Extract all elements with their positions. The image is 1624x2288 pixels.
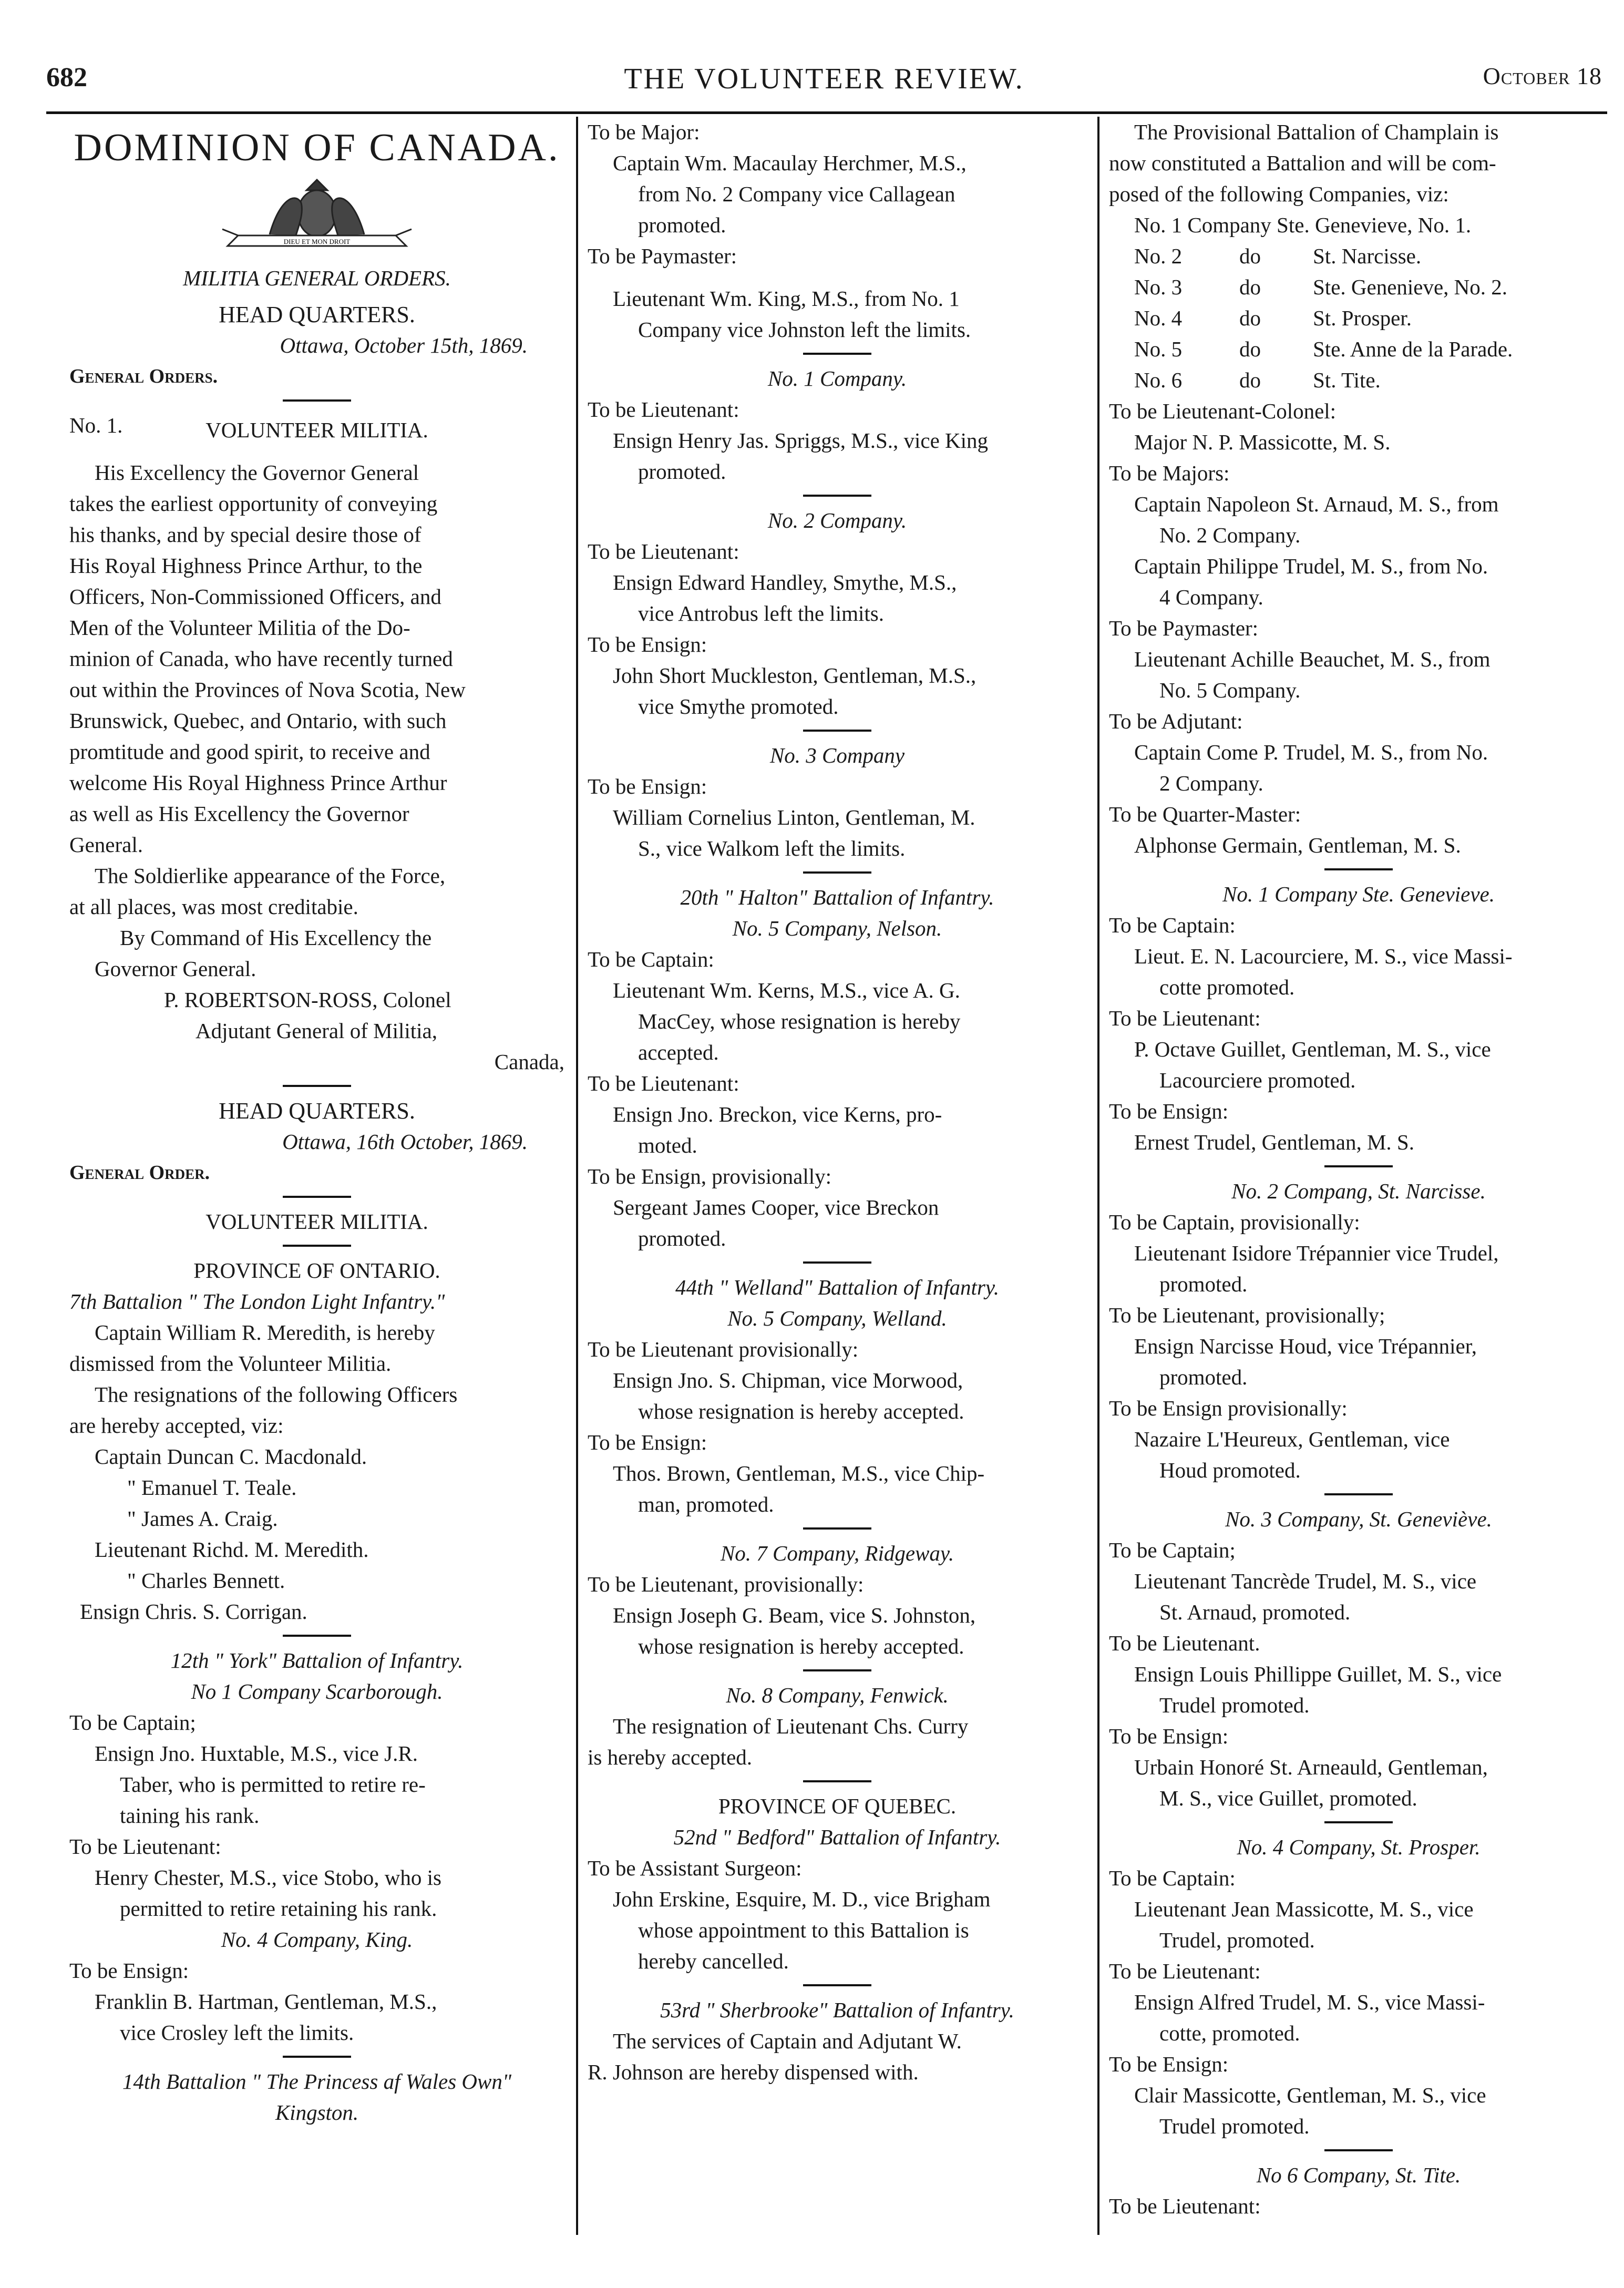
order-date-2: Ottawa, 16th October, 1869. [282, 1130, 528, 1154]
company-1-scarborough: No 1 Company Scarborough. [191, 1679, 443, 1704]
soldierlike-paragraph: The Soldierlike appearance of the Force, at all places, was most creditabie. [69, 864, 446, 919]
to-be-ensign: To be Ensign: [588, 632, 707, 656]
to-be-lieutenant-2: To be Lieutenant: [588, 539, 739, 563]
battalion-52-heading: 52nd " Bedford" Battalion of Infantry. [673, 1825, 1001, 1849]
divider [283, 2056, 351, 2058]
octave-guillet-entry: P. Octave Guillet, Gentleman, M. S., vice Lacourciere promoted. [1134, 1037, 1491, 1092]
list-item: No. 6 do St. Tite. [1134, 368, 1381, 392]
to-be-ensign-provisionally: To be Ensign provisionally: [1109, 1396, 1348, 1420]
battalion-44-heading: 44th " Welland" Battalion of Infantry. [675, 1275, 1000, 1299]
divider [283, 1635, 351, 1637]
to-be-ensign-1: To be Ensign: [1109, 1099, 1229, 1123]
list-item: No. 3 do Ste. Genenieve, No. 2. [1134, 275, 1508, 299]
clair-massicotte-entry: Clair Massicotte, Gentleman, M. S., vice Trudel promoted. [1134, 2083, 1486, 2138]
to-be-lieutenant-colonel: To be Lieutenant-Colonel: [1109, 399, 1337, 423]
spriggs-entry: Ensign Henry Jas. Spriggs, M.S., vice King promoted. [613, 428, 989, 484]
column-rule-2 [1097, 117, 1099, 2235]
to-be-major: To be Major: [588, 120, 700, 144]
to-be-paymaster: To be Paymaster: [588, 244, 737, 268]
militia-general-orders-heading: MILITIA GENERAL ORDERS. [183, 266, 451, 290]
header-rule [46, 111, 1607, 114]
signature-name: P. ROBERTSON-ROSS, Colonel [164, 988, 451, 1012]
divider [1324, 1165, 1393, 1167]
germain-entry: Alphonse Germain, Gentleman, M. S. [1134, 833, 1461, 857]
ernest-trudel-entry: Ernest Trudel, Gentleman, M. S. [1134, 1130, 1414, 1154]
head-quarters-heading-1: HEAD QUARTERS. [219, 302, 415, 327]
svg-text:DIEU ET MON DROIT: DIEU ET MON DROIT [283, 238, 351, 245]
to-be-ensign-2: To be Ensign: [588, 774, 707, 798]
list-item: No. 1 Company Ste. Genevieve, No. 1. [1134, 213, 1472, 237]
column-2 [588, 117, 1087, 2240]
volunteer-militia-heading-1: VOLUNTEER MILITIA. [205, 418, 428, 442]
hartman-entry: Franklin B. Hartman, Gentleman, M.S., vice Crosley left the limits. [95, 1989, 437, 2045]
companies-list [1109, 210, 1608, 396]
brown-entry: Thos. Brown, Gentleman, M.S., vice Chip- man, promoted. [613, 1461, 985, 1516]
to-be-lieutenant: To be Lieutenant: [69, 1834, 221, 1859]
divider [283, 1085, 351, 1087]
divider [803, 730, 871, 732]
houd-entry: Ensign Narcisse Houd, vice Trépannier, promoted. [1134, 1334, 1477, 1389]
divider [803, 871, 871, 874]
champlain-paragraph: The Provisional Battalion of Champlain is now constituted a Battalion and will be com- posed of the following Companies, viz: [1109, 120, 1499, 206]
trepannier-entry: Lieutenant Isidore Trépannier vice Trudel, promoted. [1134, 1241, 1499, 1296]
battalion-20-heading: 20th " Halton" Battalion of Infantry. [680, 885, 994, 909]
resignations-intro: The resignations of the following Officers are hereby accepted, viz: [69, 1382, 458, 1438]
arnaud-entry: Captain Napoleon St. Arnaud, M. S., from No. 2 Company. [1134, 492, 1499, 547]
divider [1324, 868, 1393, 870]
to-be-quarter-master: To be Quarter-Master: [1109, 802, 1301, 826]
to-be-assistant-surgeon: To be Assistant Surgeon: [588, 1856, 802, 1880]
lp-guillet-entry: Ensign Louis Phillippe Guillet, M. S., vice Trudel promoted. [1134, 1662, 1502, 1717]
dominion-title: DOMINION OF CANADA. [74, 126, 560, 169]
breckon-entry: Ensign Jno. Breckon, vice Kerns, pro- moted. [613, 1102, 942, 1157]
lheureux-entry: Nazaire L'Heureux, Gentleman, vice Houd promoted. [1134, 1427, 1450, 1482]
philippe-trudel-entry: Captain Philippe Trudel, M. S., from No. 4 Company. [1134, 554, 1488, 609]
to-be-ensign-3: To be Ensign: [588, 1430, 707, 1454]
list-item: No. 5 do Ste. Anne de la Parade. [1134, 337, 1513, 361]
come-trudel-entry: Captain Come P. Trudel, M. S., from No. 2 Company. [1134, 740, 1488, 795]
to-be-lieutenant-3: To be Lieutenant: [588, 1071, 739, 1095]
to-be-ensign-4: To be Ensign: [1109, 2052, 1229, 2076]
by-command: By Command of His Excellency the Governor General. [95, 926, 432, 981]
head-quarters-heading-2: HEAD QUARTERS. [219, 1098, 415, 1124]
company-5-nelson: No. 5 Company, Nelson. [732, 916, 942, 940]
list-item: No. 2 do St. Narcisse. [1134, 244, 1422, 268]
column-1 [69, 117, 564, 2240]
to-be-captain-4: To be Captain: [1109, 1866, 1236, 1890]
company-4-prosper: No. 4 Company, St. Prosper. [1237, 1835, 1481, 1859]
divider [283, 1196, 351, 1198]
signature-place: Canada, [494, 1050, 564, 1074]
signature-title: Adjutant General of Militia, [196, 1019, 437, 1043]
battalion-14-heading: 14th Battalion " The Princess af Wales Own" [122, 2069, 512, 2094]
chester-entry: Henry Chester, M.S., vice Stobo, who is permitted to retire retaining his rank. [95, 1865, 442, 1921]
company-7-ridgeway: No. 7 Company, Ridgeway. [720, 1541, 954, 1565]
beauchet-entry: Lieutenant Achille Beauchet, M. S., from No. 5 Company. [1134, 647, 1491, 702]
to-be-lieutenant-4: To be Lieutenant: [1109, 1959, 1261, 1983]
meredith-dismissal: Captain William R. Meredith, is hereby dismissed from the Volunteer Militia. [69, 1320, 435, 1376]
publication-title: THE VOLUNTEER REVIEW. [624, 63, 1024, 95]
general-orders-label: General Orders. [69, 365, 218, 387]
volunteer-militia-heading-2: VOLUNTEER MILITIA. [205, 1209, 428, 1234]
herchmer-entry: Captain Wm. Macaulay Herchmer, M.S., from No. 2 Company vice Callagean promoted. [613, 151, 967, 237]
list-item: No. 4 do St. Prosper. [1134, 306, 1412, 330]
to-be-lieutenant-3: To be Lieutenant. [1109, 1631, 1260, 1655]
alfred-trudel-entry: Ensign Alfred Trudel, M. S., vice Massi- cotte, promoted. [1134, 1990, 1485, 2045]
company-2-narcisse: No. 2 Compang, St. Narcisse. [1231, 1179, 1486, 1203]
battalion-7-heading: 7th Battalion " The London Light Infantry." [69, 1289, 445, 1314]
company-2-heading: No. 2 Company. [767, 508, 907, 532]
muckleston-entry: John Short Muckleston, Gentleman, M.S., vice Smythe promoted. [613, 663, 977, 719]
royal-crest-icon [207, 177, 427, 255]
to-be-captain: To be Captain; [69, 1710, 196, 1735]
company-3-genevieve: No. 3 Company, St. Geneviève. [1225, 1507, 1492, 1531]
handley-entry: Ensign Edward Handley, Smythe, M.S., vice Antrobus left the limits. [613, 570, 957, 625]
company-3-heading: No. 3 Company [769, 743, 905, 767]
divider [803, 1527, 871, 1530]
lacourciere-entry: Lieut. E. N. Lacourciere, M. S., vice Massi- cotte promoted. [1134, 944, 1513, 999]
kingston-heading: Kingston. [275, 2100, 359, 2125]
to-be-ensign-provisionally: To be Ensign, provisionally: [588, 1164, 832, 1188]
battalion-12-heading: 12th " York" Battalion of Infantry. [170, 1648, 464, 1673]
beam-entry: Ensign Joseph G. Beam, vice S. Johnston, whose resignation is hereby accepted. [613, 1603, 976, 1658]
divider [283, 399, 351, 402]
to-be-lieutenant-6: To be Lieutenant: [1109, 2194, 1261, 2218]
divider [1324, 2149, 1393, 2151]
column-3 [1109, 117, 1608, 2240]
divider [1324, 1493, 1393, 1495]
to-be-captain: To be Captain: [588, 947, 714, 971]
to-be-ensign: To be Ensign: [69, 1958, 189, 1983]
company-5-welland: No. 5 Company, Welland. [727, 1306, 947, 1330]
resigned-officers-list: Captain Duncan C. Macdonald. " Emanuel T. Teale. " James A. Craig. Lieutenant Richd. M. Meredith. " Charles Bennett. Ensign Chris. S. Corrigan. [80, 1444, 369, 1624]
divider [1324, 1821, 1393, 1823]
company-4-king: No. 4 Company, King. [221, 1927, 413, 1952]
order-number: No. 1. [69, 413, 123, 437]
linton-entry: William Cornelius Linton, Gentleman, M. S., vice Walkom left the limits. [613, 805, 975, 860]
battalion-53-heading: 53rd " Sherbrooke" Battalion of Infantry. [660, 1998, 1014, 2022]
to-be-captain-provisionally: To be Captain, provisionally: [1109, 1210, 1360, 1234]
to-be-lieutenant-provisionally: To be Lieutenant provisionally: [588, 1337, 859, 1361]
divider [803, 353, 871, 355]
page-number: 682 [46, 63, 87, 93]
company-8-fenwick: No. 8 Company, Fenwick. [726, 1683, 949, 1707]
company-1-heading: No. 1 Company. [767, 366, 907, 391]
divider [803, 495, 871, 497]
to-be-adjutant: To be Adjutant: [1109, 709, 1243, 733]
divider [803, 1780, 871, 1782]
to-be-captain-3: To be Captain; [1109, 1538, 1236, 1562]
chipman-entry: Ensign Jno. S. Chipman, vice Morwood, whose resignation is hereby accepted. [613, 1368, 964, 1423]
to-be-lieutenant-1: To be Lieutenant: [1109, 1006, 1261, 1030]
thanks-paragraph: His Excellency the Governor General takes the earliest opportunity of conveying his thanks, and by special desire those of His Royal Highness Prince Arthur, to the Officers, Non-Commissioned Officers, and Men of the Volunteer Militia of the Do- minion of Canada, who have recently turned out within the Provinces of Nova Scotia, New Brunswick, Quebec, and Ontario, with such promtitude and good spirit, to receive and welcome His Royal Highness Prince Arthur as well as His Excellency the Governor General. [69, 460, 466, 857]
urbain-entry: Urbain Honoré St. Arneauld, Gentleman, M. S., vice Guillet, promoted. [1134, 1755, 1488, 1810]
jean-massicotte-entry: Lieutenant Jean Massicotte, M. S., vice Trudel, promoted. [1134, 1897, 1474, 1952]
king-entry: Lieutenant Wm. King, M.S., from No. 1 Company vice Johnston left the limits. [613, 286, 971, 342]
province-ontario-heading: PROVINCE OF ONTARIO. [193, 1258, 440, 1282]
order-date-1: Ottawa, October 15th, 1869. [280, 333, 528, 357]
to-be-paymaster: To be Paymaster: [1109, 616, 1259, 640]
curry-entry: The resignation of Lieutenant Chs. Curry is hereby accepted. [588, 1714, 969, 1769]
erskine-entry: John Erskine, Esquire, M. D., vice Brigham whose appointment to this Battalion is hereby cancelled. [613, 1887, 991, 1973]
massicotte-entry: Major N. P. Massicotte, M. S. [1134, 430, 1391, 454]
company-6-tite: No 6 Company, St. Tite. [1256, 2163, 1461, 2187]
divider [803, 1669, 871, 1671]
column-rule-1 [576, 117, 578, 2235]
issue-date: October 18 [1483, 63, 1602, 89]
page-header [46, 57, 1602, 109]
to-be-majors: To be Majors: [1109, 461, 1230, 485]
divider [803, 1261, 871, 1264]
tancrede-entry: Lieutenant Tancrède Trudel, M. S., vice St. Arnaud, promoted. [1134, 1569, 1477, 1624]
to-be-lieutenant-provisionally-2: To be Lieutenant, provisionally: [588, 1572, 864, 1596]
company-1-genevieve: No. 1 Company Ste. Genevieve. [1222, 882, 1495, 906]
cooper-entry: Sergeant James Cooper, vice Breckon promoted. [613, 1195, 939, 1250]
divider [283, 1245, 351, 1247]
kerns-entry: Lieutenant Wm. Kerns, M.S., vice A. G. MacCey, whose resignation is hereby accepted. [613, 978, 961, 1064]
to-be-lieutenant-provisionally: To be Lieutenant, provisionally; [1109, 1303, 1385, 1327]
to-be-lieutenant: To be Lieutenant: [588, 397, 739, 422]
huxtable-entry: Ensign Jno. Huxtable, M.S., vice J.R. Taber, who is permitted to retire re- taining his rank. [95, 1741, 426, 1828]
johnson-entry: The services of Captain and Adjutant W. R. Johnson are hereby dispensed with. [588, 2029, 962, 2084]
to-be-ensign-3: To be Ensign: [1109, 1724, 1229, 1748]
province-quebec-heading: PROVINCE OF QUEBEC. [718, 1794, 957, 1818]
to-be-captain-1: To be Captain: [1109, 913, 1236, 937]
general-order-label: General Order. [69, 1162, 210, 1184]
divider [803, 1984, 871, 1986]
